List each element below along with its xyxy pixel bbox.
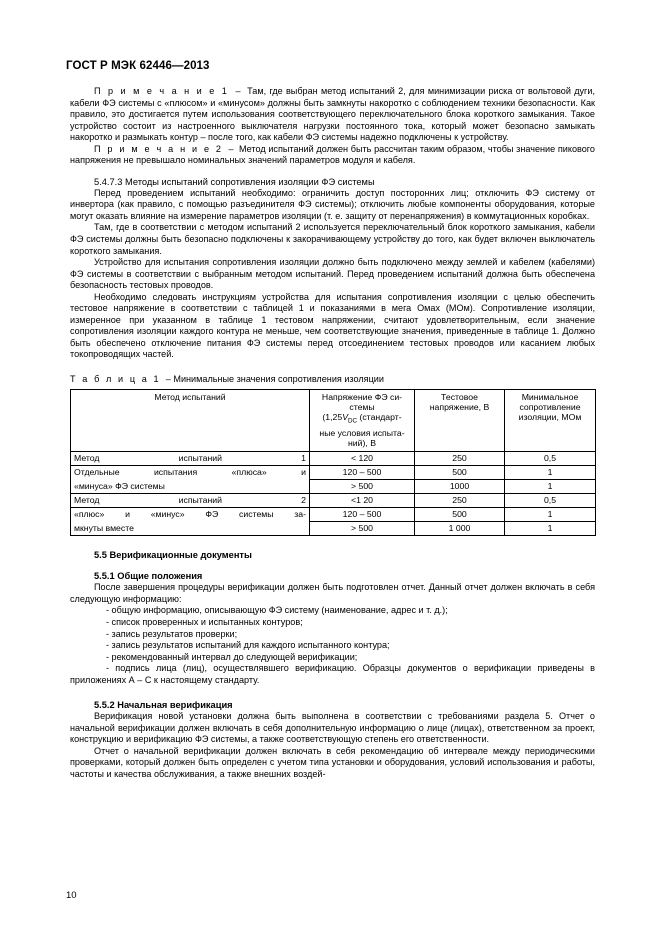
cell-testvoltage-g1-r2: 500: [415, 466, 505, 480]
cell-resistance-g1-r2: 1: [505, 466, 596, 480]
cell-testvoltage-g1-r3: 1000: [415, 480, 505, 494]
cell-voltage-g2-r2: 120 – 500: [310, 508, 415, 522]
header-col2-line3: [322, 412, 402, 426]
cell-voltage-g1-r3: > 500: [310, 480, 415, 494]
note-1: [70, 86, 595, 144]
cell-voltage-g2-r3: > 500: [310, 522, 415, 536]
note-2-dash: –: [228, 143, 234, 154]
cell-method-g2-l3: мкнуты вместе: [71, 522, 310, 536]
table-header-test-voltage: Тестовое напряжение, В: [415, 389, 505, 452]
heading-5-5: 5.5 Верификационные документы: [94, 550, 252, 561]
header-col2-line2: стемы: [349, 401, 375, 412]
report-contents-list: [70, 605, 595, 663]
table-row: [71, 480, 596, 494]
list-item: - список проверенных и испытанных контуров;: [106, 616, 303, 627]
header-col2-line4: ные условия испыта-: [319, 427, 405, 438]
note-2-label: П р и м е ч а н и е 2: [94, 143, 224, 154]
header-col2-line5: ний), В: [347, 437, 377, 448]
table-caption-dash: –: [165, 374, 171, 385]
table-row: [71, 522, 596, 536]
table-header-system-voltage: [310, 389, 415, 452]
note-1-text: Там, где выбран метод испытаний 2, для минимизации риска от вольтовой дуги, кабели ФЭ системы с «плюсом» и «минусом» должны быть замкнуты накоротко с соблюдением техники безопасности. Как правило, это достигается путем использования соответствующего переключательного блока короткого замыкания. Такое устройство состоит из настроенного выключателя нагрузки постоянного тока, который может безопасно замыкать накоротко и размыкать контур – после того, как кабели ФЭ системы надежно подключены к устройству.: [70, 86, 595, 143]
cell-resistance-g1-r1: 0,5: [505, 452, 596, 466]
heading-5-4-7-3: 5.4.7.3 Методы испытаний сопротивления изоляции ФЭ системы: [94, 176, 375, 187]
page-header: ГОСТ Р МЭК 62446—2013: [66, 60, 210, 72]
header-col2-line1: Напряжение ФЭ си-: [321, 391, 403, 402]
cell-testvoltage-g1-r1: 250: [415, 452, 505, 466]
cell-resistance-g2-r3: 1: [505, 522, 596, 536]
paragraph-552-1: Верификация новой установки должна быть выполнена в соответствии с требованиями раздела 5. Отчет о начальной верификации должен включать в себя дополнительную информацию о лице (лицах), ответственном за проект, конструкцию и верификацию ФЭ системы, а также соответствующую степень его ответственности.: [70, 711, 595, 745]
list-item: - запись результатов проверки;: [106, 628, 238, 639]
table-header-method: Метод испытаний: [71, 389, 310, 452]
paragraph-551-intro: После завершения процедуры верификации должен быть подготовлен отчет. Данный отчет должен включать в себя следующую информацию:: [70, 582, 595, 604]
cell-voltage-g1-r1: < 120: [310, 452, 415, 466]
cell-voltage-g2-r1: <1 20: [310, 494, 415, 508]
paragraph-5473-1: Перед проведением испытаний необходимо: ограничить доступ посторонних лиц; отключить ФЭ систему от инвертора (как правило, с помощью разъединителя ФЭ системы); отключить любые компоненты оборудования, которые могут оказать влияние на измерение параметров изоляции (т. е. защиту от перенапряжения) в коммутационных коробках.: [70, 187, 595, 221]
note-1-label: П р и м е ч а н и е 1: [94, 86, 229, 96]
cell-method-g2-l1: Метод испытаний 2: [71, 494, 310, 508]
header-col2-line3-post: (стандарт-: [357, 412, 402, 423]
table-row: [71, 466, 596, 480]
paragraph-5473-4: Необходимо следовать инструкциям устройства для испытания сопротивления изоляции с целью обеспечить тестовое напряжение в соответствии с таблицей 1 и показаниями в мега Омах (МОм). Сопротивление изоляции, измеренное при указанном в таблице 1 тестовом напряжении, считают удовлетворительным, если значение сопротивления изоляции каждого контура не меньше, чем соответствующие значения, приведенные в таблице 1. Должно быть обеспечено отключение питания ФЭ системы перед отсоединением тестовых проводов или касанием любых токопроводящих частей.: [70, 291, 595, 360]
paragraph-5473-3: Устройство для испытания сопротивления изоляции должно быть подключено между землей и кабелем (кабелями) ФЭ системы в соответствии с выбранным методом испытаний. Перед проведением испытаний должна быть обеспечена безопасность тестовых проводов.: [70, 257, 595, 291]
table-row: [71, 508, 596, 522]
table-row: [71, 494, 596, 508]
paragraph-552-2: Отчет о начальной верификации должен включать в себя рекомендацию об интервале между периодическими проверками, который должен быть определен с учетом типа установки и оборудования, условий использования и работы, частоты и качества обслуживания, а также внешних воздей-: [70, 745, 595, 779]
cell-testvoltage-g2-r2: 500: [415, 508, 505, 522]
cell-method-g1-l3: «минуса» ФЭ системы: [71, 480, 310, 494]
page-content: [70, 86, 595, 781]
cell-resistance-g2-r2: 1: [505, 508, 596, 522]
list-item-last: - подпись лица (лиц), осуществлявшего верификацию. Образцы документов о верификации приведены в приложениях А – С к настоящему стандарту.: [70, 663, 595, 685]
note-1-dash: –: [235, 86, 241, 96]
list-item: - рекомендованный интервал до следующей верификации;: [106, 651, 358, 662]
note-2: [70, 144, 595, 167]
heading-5-5-2: 5.5.2 Начальная верификация: [94, 700, 233, 711]
table-header-row: [71, 389, 596, 452]
note-2-text: Метод испытаний должен быть рассчитан таким образом, чтобы значение пикового напряжения не превышало номинальных значений параметров модуля и кабеля.: [70, 143, 595, 166]
cell-voltage-g1-r2: 120 – 500: [310, 466, 415, 480]
table-caption-text: Минимальные значения сопротивления изоляции: [173, 374, 384, 385]
table-caption: [70, 374, 595, 386]
page-number: 10: [66, 890, 77, 901]
list-item: - запись результатов испытаний для каждого испытанного контура;: [106, 640, 390, 651]
heading-5-5-1: 5.5.1 Общие положения: [94, 571, 203, 582]
table-row: [71, 452, 596, 466]
cell-method-g1-l2: Отдельные испытания «плюса» и: [71, 466, 310, 480]
header-col2-line3-pre: (1,25: [322, 412, 343, 423]
cell-resistance-g1-r3: 1: [505, 480, 596, 494]
cell-testvoltage-g2-r3: 1 000: [415, 522, 505, 536]
insulation-resistance-table: [70, 389, 596, 537]
cell-method-g2-l2: «плюс» и «минус» ФЭ системы за-: [71, 508, 310, 522]
table-caption-label: Т а б л и ц а 1: [70, 374, 161, 385]
cell-method-g1-l1: Метод испытаний 1: [71, 452, 310, 466]
header-col2-line3-italic: V: [342, 412, 348, 423]
paragraph-5473-2: Там, где в соответствии с методом испытаний 2 используется переключательный блок короткого замыкания, кабели ФЭ системы должны быть безопасно подключены к закорачивающему устройству до того, как будет включен выключатель короткого замыкания.: [70, 222, 595, 256]
table-header-min-resistance: Минимальное сопротивление изоляции, МОм: [505, 389, 596, 452]
cell-resistance-g2-r1: 0,5: [505, 494, 596, 508]
list-item: - общую информацию, описывающую ФЭ систему (наименование, адрес и т. д.);: [106, 605, 448, 616]
cell-testvoltage-g2-r1: 250: [415, 494, 505, 508]
header-col2-line3-sub: DC: [348, 418, 358, 426]
